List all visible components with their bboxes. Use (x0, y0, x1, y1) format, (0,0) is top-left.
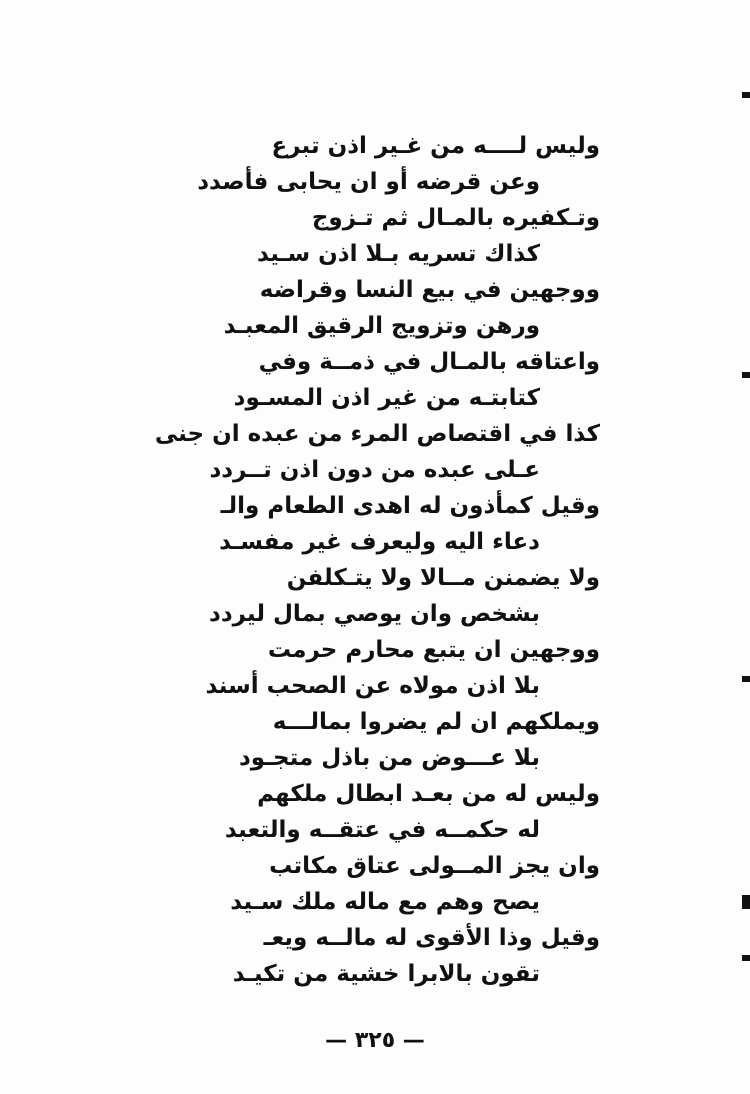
verse-line: وقيل كمأذون له اهدى الطعام والـ (220, 493, 600, 519)
verse-line: وليس لــــه من غـير اذن تبرع (271, 133, 600, 159)
page-edge-mark (742, 955, 750, 961)
verse-line: تقون بالابرا خشية من تكيـد (232, 961, 540, 987)
verse-line: وان يجز المــولى عتاق مكاتب (269, 853, 600, 879)
verse-line: كتابتـه من غير اذن المسـود (233, 385, 540, 411)
verse-line: وقيل وذا الأقوى له مالــه ويعـ (263, 925, 600, 951)
verse-line: كذا في اقتصاص المرء من عبده ان جنى (154, 421, 600, 447)
page-edge-mark (742, 895, 750, 909)
verse-line: بشخص وان يوصي بمال ليردد (209, 601, 540, 627)
verse-line: ويملكهم ان لم يضروا بمالـــه (272, 709, 600, 735)
page-edge-mark (742, 372, 750, 378)
verse-line: وليس له من بعـد ابطال ملكهم (257, 781, 600, 807)
verse-line: دعاء اليه وليعرف غير مفسـد (219, 529, 540, 555)
verse-line: كذاك تسريه بـلا اذن سـيد (256, 241, 540, 267)
verse-line: له حكمــه في عتقــه والتعبد (224, 817, 540, 843)
verse-line: بلا عـــوض من باذل متجـود (238, 745, 540, 771)
poem-body (60, 128, 600, 992)
verse-line: وتـكفيره بالمـال ثم تـزوج (311, 205, 600, 231)
page-edge-mark (742, 92, 750, 98)
verse-line: ولا يضمنن مــالا ولا يتـكلفن (286, 565, 600, 591)
verse-line: ووجهين ان يتبع محارم حرمت (267, 637, 600, 663)
verse-line: وعن قرضه أو ان يحابى فأصدد (197, 169, 540, 195)
verse-line: يصح وهم مع ماله ملك سـيد (230, 889, 540, 915)
verse-line: عـلى عبده من دون اذن تــردد (209, 457, 540, 483)
verse-line: ورهن وتزويج الرقيق المعبـد (223, 313, 540, 339)
page-number: — ٣٢٥ — (325, 1028, 425, 1053)
verse-line: ووجهين في بيع النسا وقراضه (259, 277, 600, 303)
verse-line: واعتاقه بالمـال في ذمــة وفي (258, 349, 600, 375)
verse-line: بلا اذن مولاه عن الصحب أسند (205, 673, 540, 699)
page-edge-mark (742, 676, 750, 682)
